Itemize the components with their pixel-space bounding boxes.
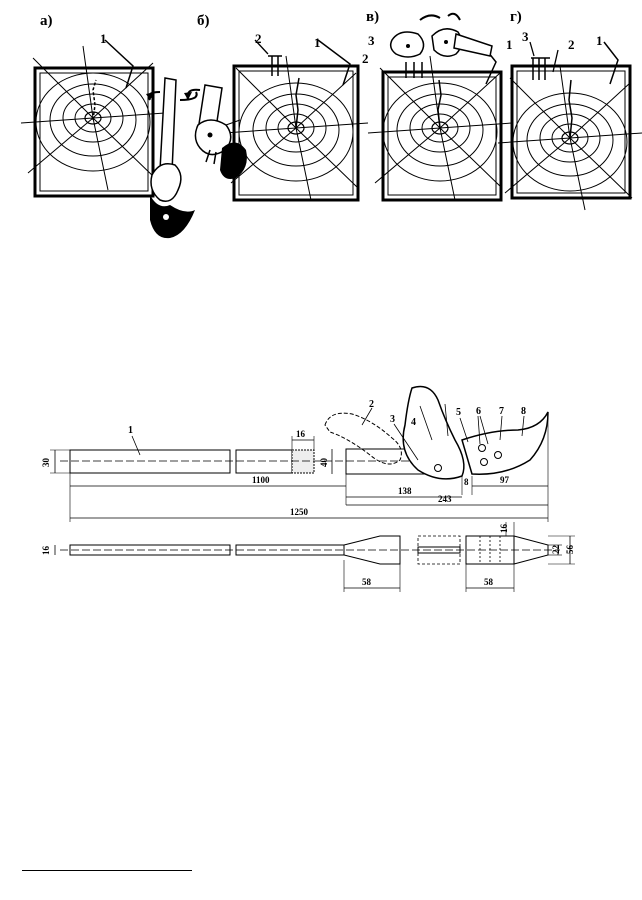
panel-b-label: б) [197,13,210,29]
tool-callout-3: 3 [390,414,395,425]
panel-g-callout-2: 2 [568,37,575,52]
tool-callout-1: 1 [128,425,133,436]
dim-16-top: 16 [296,429,305,439]
panel-b-callout-1: 1 [314,35,321,50]
dim-1250: 1250 [290,507,308,517]
dim-97: 97 [500,475,509,485]
panel-v-log-section [368,42,512,200]
tool-callout-5: 5 [456,407,461,418]
panel-g-callout-1: 1 [596,33,603,48]
panel-v-callout-2: 2 [362,51,369,66]
dim-22: 22 [551,545,561,554]
dim-58-right: 58 [484,577,493,587]
panel-g-log-section [498,42,642,210]
dim-16-left: 16 [41,546,51,555]
dim-138: 138 [398,486,412,496]
dim-58-left: 58 [362,577,371,587]
tool-callout-8: 8 [521,406,526,417]
tool-technical-drawing [50,387,575,593]
panel-a-label: а) [40,13,53,29]
dim-40: 40 [319,458,329,467]
dim-8: 8 [464,477,469,487]
dim-56: 56 [565,545,575,554]
dim-243: 243 [438,494,452,504]
dim-16-right: 16 [499,524,509,533]
panel-g-label: г) [510,9,522,25]
panel-b-callout-2: 2 [255,31,262,46]
tool-callout-7: 7 [499,406,504,417]
tool-callout-2: 2 [369,399,374,410]
dim-30: 30 [41,458,51,467]
panel-b-log-section [224,40,368,200]
panel-v-label: в) [366,9,380,25]
dim-1100: 1100 [252,475,270,485]
panel-v-callout-3: 3 [368,33,375,48]
panel-a-callout-1: 1 [100,31,107,46]
tool-callout-4: 4 [411,417,416,428]
footnote-separator [22,870,192,871]
panel-a-log-section [21,40,165,196]
panel-v-hook-tool [391,14,492,57]
panel-v-callout-1: 1 [506,37,513,52]
tool-callout-6: 6 [476,406,481,417]
panel-g-callout-3: 3 [522,29,529,44]
